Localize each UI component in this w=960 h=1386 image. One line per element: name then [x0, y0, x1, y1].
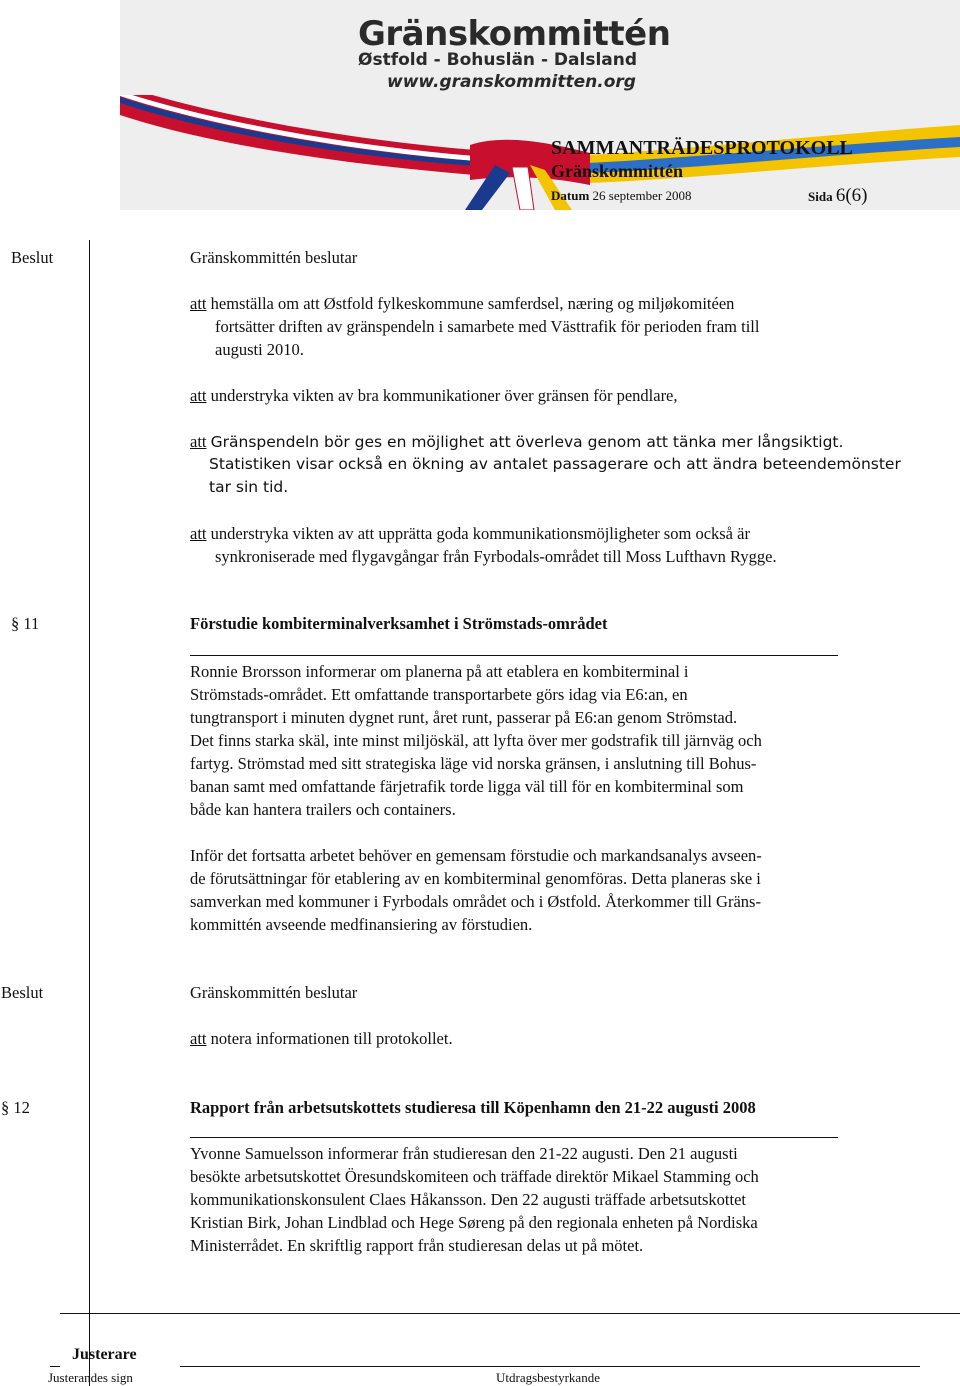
section-title: Rapport från arbetsutskottets studieresa till Köpenhamn den 21-22 augusti 2008: [190, 1098, 756, 1117]
justerare-label: Justerare: [72, 1346, 137, 1363]
logo-title: Gränskommittén: [358, 14, 671, 54]
section-number: § 12: [1, 1098, 30, 1117]
section-paragraph-line: Inför det fortsatta arbetet behöver en gemensam förstudie och markandsanalys avseen-: [190, 846, 762, 865]
organization-name: Gränskommittén: [551, 161, 683, 181]
decision-item-1: [190, 1027, 453, 1050]
date-label: Datum: [551, 188, 590, 203]
decision-item-text: tar sin tid.: [209, 478, 289, 496]
margin-rule: [89, 240, 90, 1386]
decision-item-4: [190, 522, 750, 545]
signature-line: [50, 1366, 60, 1367]
decision-item-text: understryka vikten av bra kommunikationer över gränsen för pendlare,: [210, 386, 678, 405]
section-paragraph-line: Ronnie Brorsson informerar om planerna på att etablera en kombiterminal i: [190, 662, 689, 681]
logo-url: www.granskommitten.org: [387, 72, 636, 92]
page-label: Sida: [808, 189, 833, 204]
decision-label: Beslut: [11, 248, 54, 267]
decision-item-1: [190, 292, 734, 315]
decision-item-text: Gränspendeln bör ges en möjlighet att överleva genom att tänka mer långsiktigt.: [210, 433, 844, 451]
section-paragraph-line: samverkan med kommuner i Fyrbodals området och i Østfold. Återkommer till Gräns-: [190, 892, 761, 911]
att-keyword: att: [190, 1029, 207, 1048]
decision-item-text: hemställa om att Østfold fylkeskommune samferdsel, næring og miljøkomitéen: [210, 294, 735, 313]
meeting-date: [551, 188, 691, 204]
decision-label: Beslut: [1, 983, 44, 1002]
decision-item-text: understryka vikten av att upprätta goda kommunikationsmöjligheter som också är: [210, 524, 750, 543]
decision-item-text: fortsätter driften av gränspendeln i samarbete med Västtrafik för perioden fram till: [215, 317, 760, 336]
att-keyword: att: [190, 386, 207, 405]
page-value: 6(6): [835, 185, 868, 206]
section-paragraph-line: Yvonne Samuelsson informerar från studieresan den 21-22 augusti. Den 21 augusti: [190, 1144, 738, 1163]
att-keyword: att: [190, 294, 207, 313]
section-number: § 11: [11, 614, 40, 633]
section-paragraph-line: besökte arbetsutskottet Öresundskomiteen och träffade direktör Mikael Stamming och: [190, 1167, 759, 1186]
document-title: SAMMANTRÄDESPROTOKOLL: [551, 137, 853, 159]
section-paragraph-line: Det finns starka skäl, inte minst miljöskäl, att lyfta över mer godstrafik till järnväg och: [190, 731, 762, 750]
justerandes-sign-label: Justerandes sign: [48, 1370, 133, 1385]
att-keyword: att: [190, 524, 207, 543]
footer-rule: [60, 1313, 960, 1314]
page-number: [808, 185, 867, 207]
section-paragraph-line: fartyg. Strömstad med sitt strategiska läge vid norska gränsen, i anslutning till Bohus-: [190, 754, 757, 773]
decision-item-2: [190, 384, 678, 407]
section-paragraph-line: Strömstads-området. Ett omfattande transportarbete görs idag via E6:an, en: [190, 685, 688, 704]
decision-item-text: notera informationen till protokollet.: [210, 1029, 453, 1048]
section-paragraph-line: Ministerrådet. En skriftlig rapport från studieresan delas ut på mötet.: [190, 1236, 644, 1255]
section-paragraph-line: tungtransport i minuten dygnet runt, året runt, passerar på E6:an genom Strömstad.: [190, 708, 738, 727]
section-paragraph-line: de förutsättningar för etablering av en kombiterminal genomföras. Detta planeras ske i: [190, 869, 761, 888]
att-keyword: att: [190, 432, 207, 451]
section-title: Förstudie kombiterminalverksamhet i Strömstads-området: [190, 614, 608, 633]
section-paragraph-line: kommittén avseende medfinansiering av förstudien.: [190, 915, 533, 934]
date-value: 26 september 2008: [592, 188, 692, 203]
section-paragraph-line: Kristian Birk, Johan Lindblad och Hege Søreng på den regionala enheten på Nordiska: [190, 1213, 758, 1232]
section-underline: [190, 655, 838, 656]
decision-item-text: synkroniserade med flygavgångar från Fyrbodals-området till Moss Lufthavn Rygge.: [215, 547, 777, 566]
logo-subtitle: Østfold - Bohuslän - Dalsland: [358, 50, 638, 70]
decision-item-text: augusti 2010.: [215, 340, 304, 359]
section-underline: [190, 1137, 838, 1138]
section-paragraph-line: banan samt med omfattande färjetrafik torde ligga väl till för en kombiterminal som: [190, 777, 744, 796]
decision-item-text: Statistiken visar också en ökning av antalet passagerare och att ändra beteendemönster: [209, 455, 901, 473]
decision-item-3: [190, 430, 843, 454]
section-paragraph-line: kommunikationskonsulent Claes Håkansson. Den 22 augusti träffade arbetsutskottet: [190, 1190, 747, 1209]
decision-intro: Gränskommittén beslutar: [190, 248, 358, 267]
signature-line: [180, 1366, 920, 1367]
utdragsbestyrkande-label: Utdragsbestyrkande: [496, 1370, 600, 1385]
decision-intro: Gränskommittén beslutar: [190, 983, 358, 1002]
section-paragraph-line: både kan hantera trailers och containers.: [190, 800, 456, 819]
